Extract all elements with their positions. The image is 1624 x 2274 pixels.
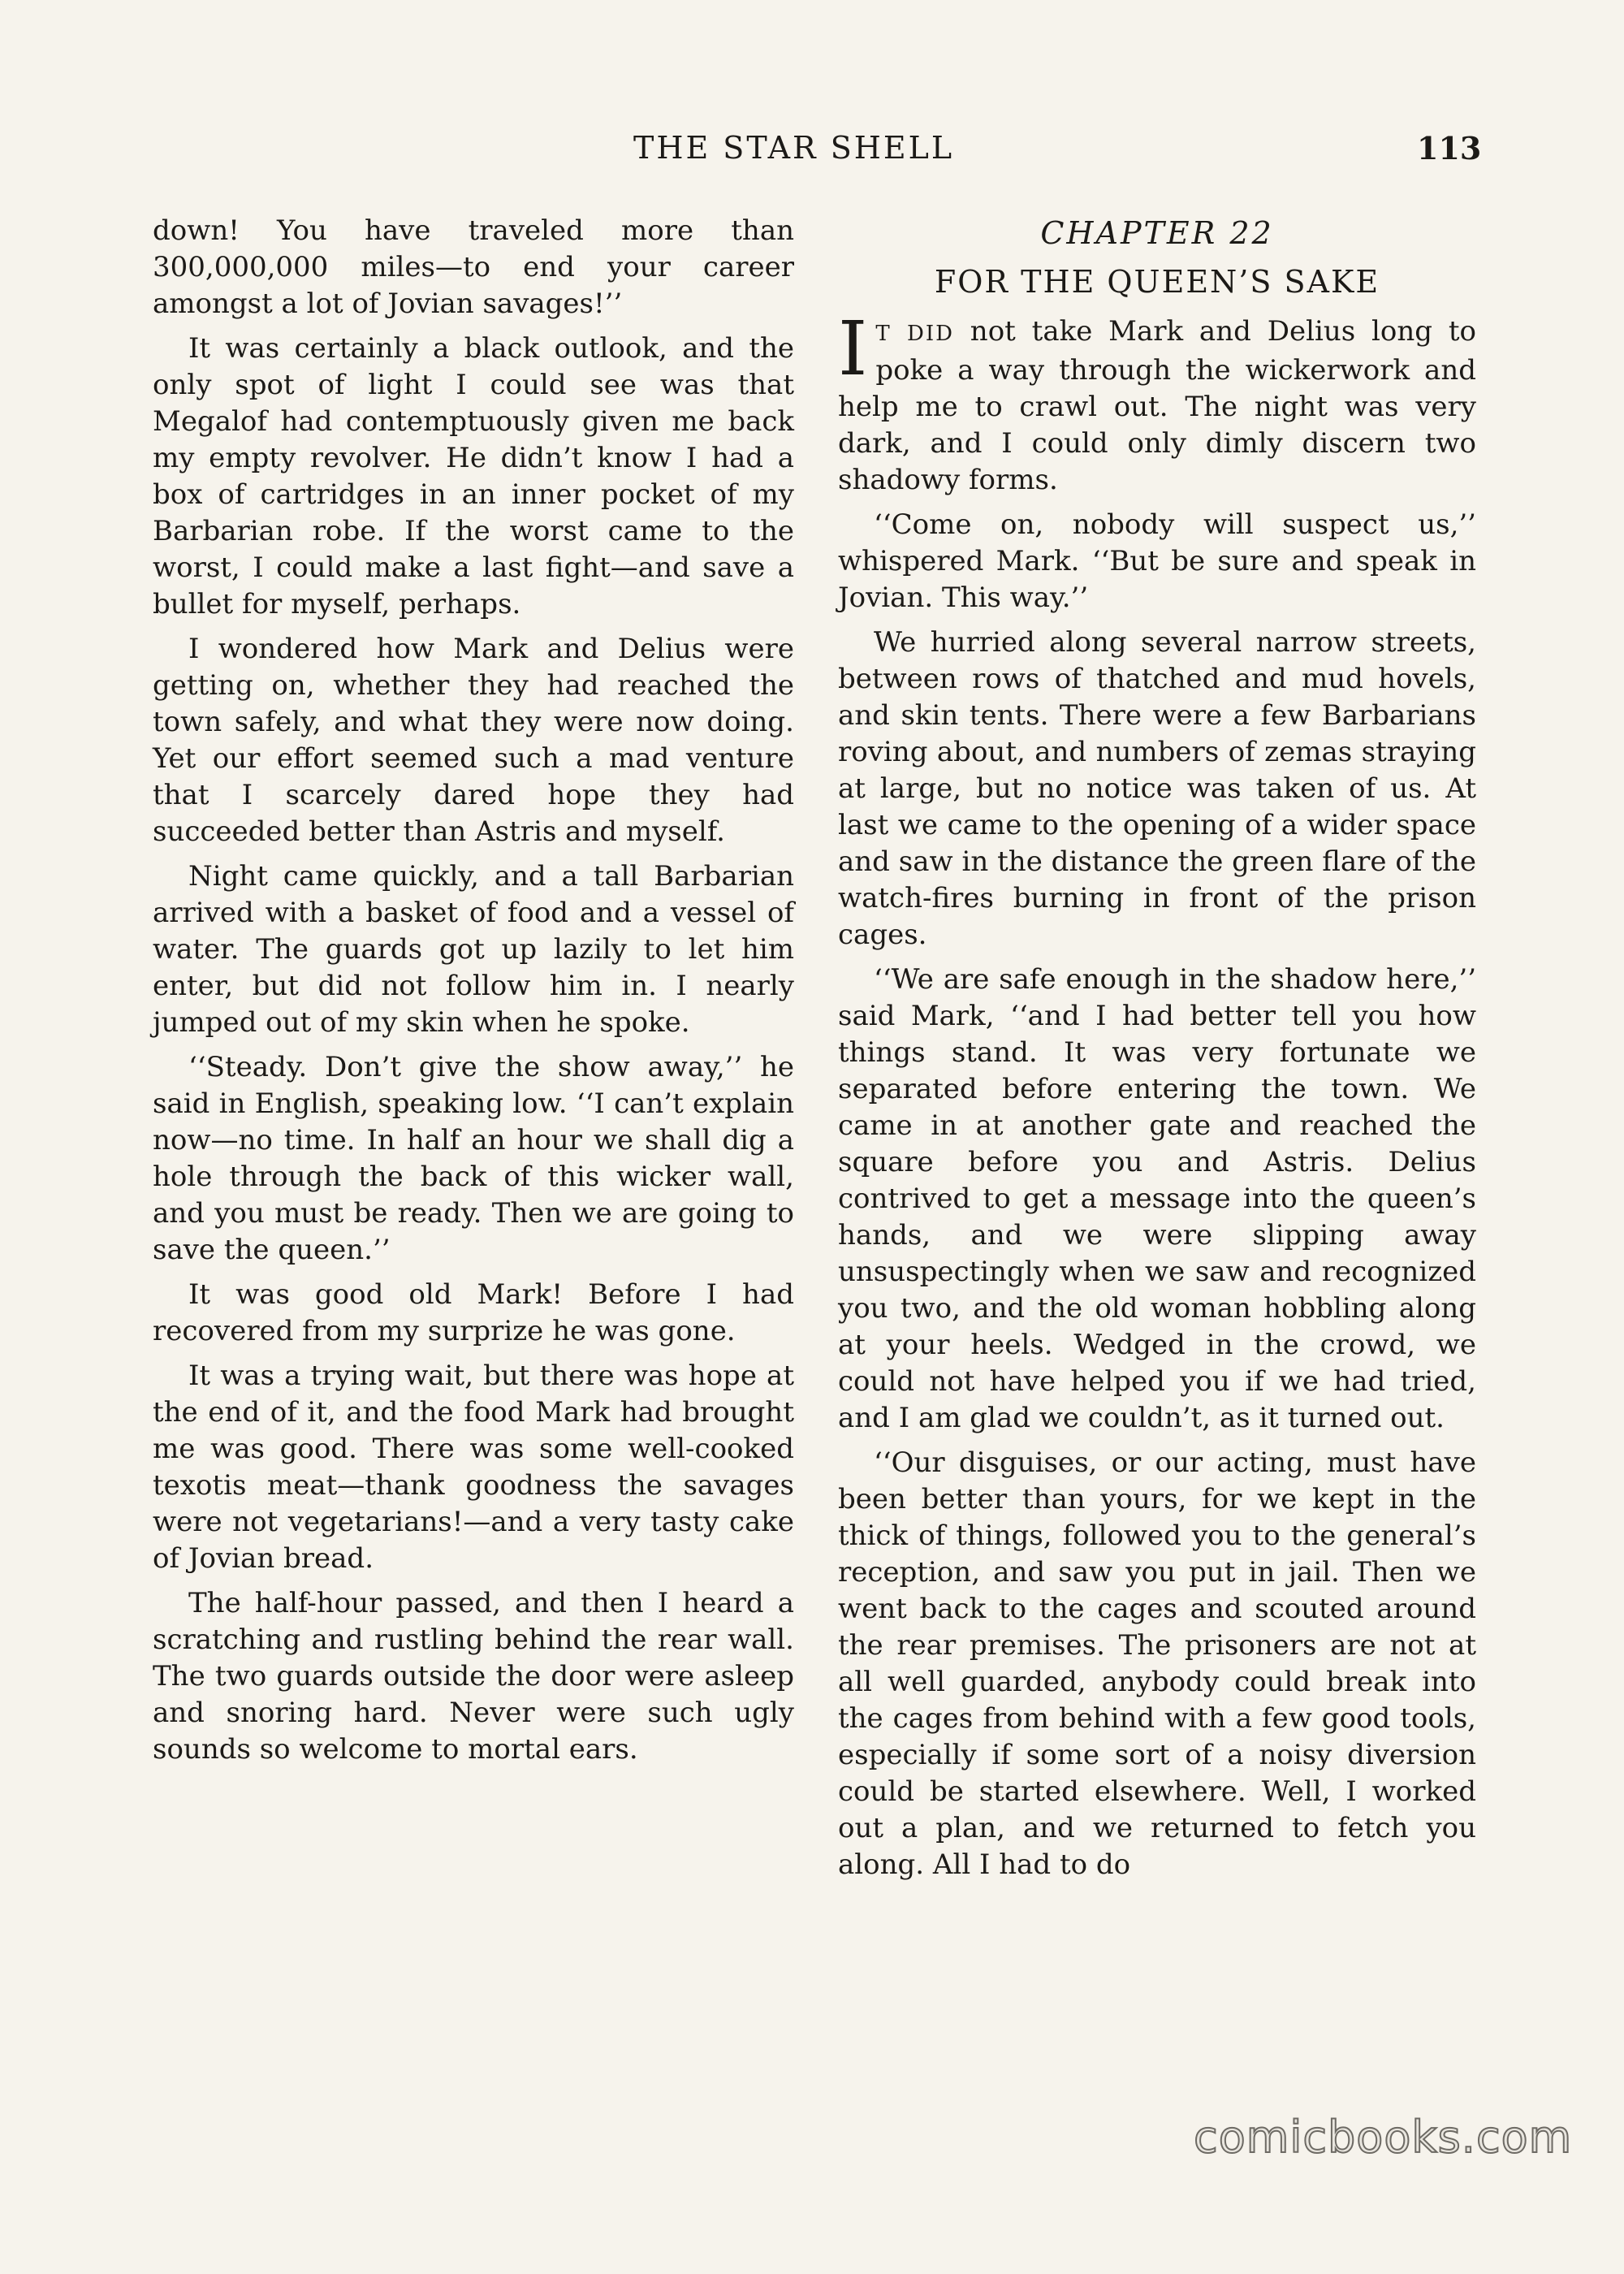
paragraph: The half-hour passed, and then I heard a scratching and rustling behind the rear wall. The two guards outside the door were asleep and snoring hard. Never were such ugly sounds so welcome to mortal ears. xyxy=(153,1587,794,1766)
paragraph: ‘‘Come on, nobody will suspect us,’’ whispered Mark. ‘‘But be sure and speak in Jovian. This way.’’ xyxy=(838,508,1476,614)
paragraph: ‘‘Steady. Don’t give the show away,’’ he said in English, speaking low. ‘‘I can’t explain now—no time. In half an hour we shall dig a hole through the back of this wicker wall, and you must be ready. Then we are going to save the queen.’’ xyxy=(153,1051,794,1266)
page-number: 113 xyxy=(1417,130,1482,166)
paragraph: It was a trying wait, but there was hope at the end of it, and the food Mark had brought me was good. There was some well-cooked texotis meat—thank goodness the savages were not vegetarians!—and a very tasty cake of Jovian bread. xyxy=(153,1360,794,1575)
small-caps-lead: T DID xyxy=(875,322,954,346)
paragraph: I wondered how Mark and Delius were getting on, whether they had reached the town safely, and what they were now doing. Yet our effort seemed such a mad venture that I scarcely dared hope they had succeeded better than Astris and myself. xyxy=(153,633,794,848)
watermark: comicbooks.com xyxy=(1194,2112,1573,2163)
right-column xyxy=(838,213,1476,1891)
chapter-title: FOR THE QUEEN’S SAKE xyxy=(934,264,1380,300)
paragraph: We hurried along several narrow streets, between rows of thatched and mud hovels, and skin tents. There were a few Barbarians roving about, and numbers of zemas straying at large, but no notice was taken of us. At last we came to the opening of a wider space and saw in the distance the green flare of the watch-fires burning in front of the prison cages. xyxy=(838,626,1476,951)
chapter-number: CHAPTER 22 xyxy=(1040,215,1274,251)
drop-cap: I xyxy=(838,305,868,392)
paragraph: Night came quickly, and a tall Barbarian arrived with a basket of food and a vessel of water. The guards got up lazily to let him enter, but did not follow him in. I nearly jumped out of my skin when he spoke. xyxy=(153,860,794,1039)
paragraph: It was good old Mark! Before I had recovered from my surprize he was gone. xyxy=(153,1278,794,1347)
paragraph: down! You have traveled more than 300,000,000 miles—to end your career amongst a lot of Jovian savages!’’ xyxy=(153,214,794,320)
chapter-opening-paragraph xyxy=(838,305,1476,499)
left-column xyxy=(153,213,794,1776)
paragraph-text: not take Mark and Delius long to poke a way through the wickerwork and help me to crawl out. The night was very dark, and I could only dimly discern two shadowy forms. xyxy=(838,315,1476,496)
paragraph: ‘‘Our disguises, or our acting, must have been better than yours, for we kept in the thick of things, followed you to the general’s reception, and saw you put in jail. Then we went back to the cages and scouted around the rear premises. The prisoners are not at all well guarded, anybody could break into the cages from behind with a few good tools, especially if some sort of a noisy diversion could be started elsewhere. Well, I worked out a plan, and we returned to fetch you along. All I had to do xyxy=(838,1446,1476,1881)
paragraph: It was certainly a black outlook, and the only spot of light I could see was that Megalof had contemptuously given me back my empty revolver. He didn’t know I had a box of cartridges in an inner pocket of my Barbarian robe. If the worst came to the worst, I could make a last fight—and save a bullet for myself, perhaps. xyxy=(153,332,794,620)
paragraph: ‘‘We are safe enough in the shadow here,’’ said Mark, ‘‘and I had better tell you how things stand. It was very fortunate we separated before entering the town. We came in at another gate and reached the square before you and Astris. Delius contrived to get a message into the queen’s hands, and we were slipping away unsuspectingly when we saw and recognized you two, and the old woman hobbling along at your heels. Wedged in the crowd, we could not have helped you if we had tried, and I am glad we couldn’t, as it turned out. xyxy=(838,963,1476,1434)
running-title: THE STAR SHELL xyxy=(633,130,955,166)
